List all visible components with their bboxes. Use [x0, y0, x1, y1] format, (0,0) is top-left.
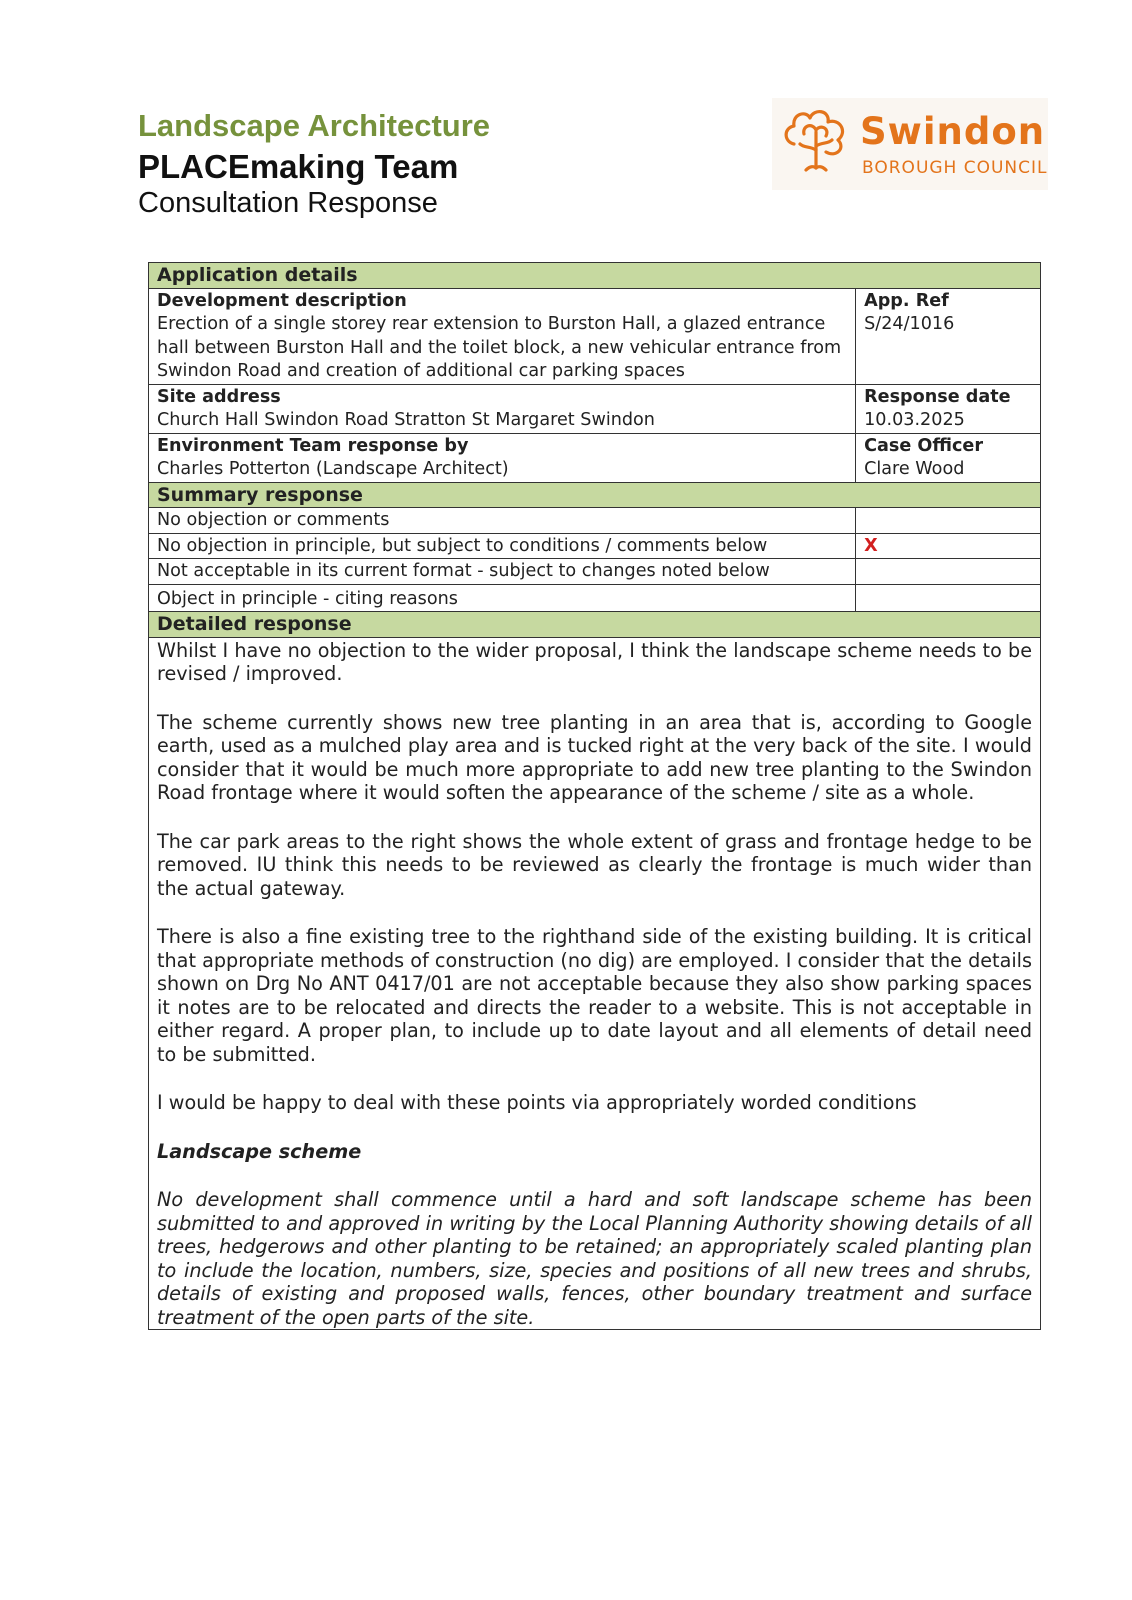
detailed-response-body [149, 637, 1041, 1330]
header-consultation-response: Consultation Response [138, 187, 438, 219]
response-date-value: 10.03.2025 [864, 410, 965, 430]
site-address-cell [149, 384, 856, 433]
response-date-label: Response date [864, 386, 1011, 407]
summary-option-mark: X [856, 533, 1041, 559]
detail-paragraph: Whilst I have no objection to the wider proposal, I think the landscape scheme needs to be revised / improved. [157, 638, 1032, 685]
environment-team-label: Environment Team response by [157, 435, 469, 456]
detail-paragraph: The scheme currently shows new tree planting in an area that is, according to Google earth, used as a mulched play area and is tucked right at the very back of the site. I would consider that it would be much more appropriate to add new tree planting to the Swindon Road frontage where it would soften the appearance of the scheme / site as a whole. [157, 710, 1032, 804]
summary-response-header: Summary response [149, 482, 1041, 508]
summary-option-label: No objection in principle, but subject to conditions / comments below [149, 533, 856, 559]
summary-option-row [149, 584, 1041, 612]
app-ref-value: S/24/1016 [864, 314, 955, 334]
logo-title: Swindon [860, 110, 1046, 153]
case-officer-value: Clare Wood [864, 459, 965, 479]
summary-option-label: No objection or comments [149, 508, 856, 534]
condition-text: No development shall commence until a hard and soft landscape scheme has been submitted to and approved in writing by the Local Planning Authority showing details of all trees, hedgerows and other planting to be retained; an appropriately scaled planting plan to include the location, numbers, size, species and positions of all new trees and shrubs, details of existing and proposed walls, fences, other boundary treatment and surface treatment of the open parts of the site. [157, 1188, 1032, 1329]
summary-option-row [149, 533, 1041, 559]
summary-option-row [149, 508, 1041, 534]
response-date-cell [856, 384, 1041, 433]
site-address-label: Site address [157, 386, 281, 407]
summary-option-mark [856, 584, 1041, 612]
consultation-form-table [148, 262, 1041, 1330]
summary-option-label: Not acceptable in its current format - subject to changes noted below [149, 559, 856, 585]
detail-paragraph: There is also a fine existing tree to the righthand side of the existing building. It is critical that appropriate methods of construction (no dig) are employed. I consider that the details shown on Drg No ANT 0417/01 are not acceptable because they also show parking spaces it notes are to be relocated and directs the reader to a website. This is not acceptable in either regard. A proper plan, to include up to date layout and all elements of detail need to be submitted. [157, 925, 1032, 1066]
case-officer-cell [856, 433, 1041, 482]
app-ref-cell [856, 288, 1041, 384]
header-placemaking-team: PLACEmaking Team [138, 148, 459, 185]
development-description-text: Erection of a single storey rear extension to Burston Hall, a glazed entrance hall between Burston Hall and the toilet block, a new vehicular entrance from Swindon Road and creation of additional car parking spaces [157, 314, 842, 381]
detailed-response-header: Detailed response [149, 612, 1041, 638]
summary-option-mark [856, 559, 1041, 585]
tree-logo-icon [780, 104, 856, 184]
swindon-borough-council-logo [772, 98, 1048, 190]
site-address-value: Church Hall Swindon Road Stratton St Margaret Swindon [157, 410, 655, 430]
summary-option-row [149, 559, 1041, 585]
summary-option-label: Object in principle - citing reasons [149, 584, 856, 612]
case-officer-label: Case Officer [864, 435, 984, 456]
development-description-cell [149, 288, 856, 384]
header-landscape-architecture: Landscape Architecture [138, 108, 491, 143]
environment-team-cell [149, 433, 856, 482]
detail-paragraph: The car park areas to the right shows the whole extent of grass and frontage hedge to be removed. IU think this needs to be reviewed as clearly the frontage is much wider than the actual gateway. [157, 829, 1032, 900]
application-details-header: Application details [149, 263, 1041, 289]
app-ref-label: App. Ref [864, 290, 949, 311]
summary-option-mark [856, 508, 1041, 534]
development-description-label: Development description [157, 290, 407, 311]
condition-title: Landscape scheme [157, 1139, 362, 1163]
logo-subtitle: BOROUGH COUNCIL [862, 158, 1048, 178]
detail-paragraph: I would be happy to deal with these points via appropriately worded conditions [157, 1091, 917, 1114]
environment-team-value: Charles Potterton (Landscape Architect) [157, 459, 509, 479]
